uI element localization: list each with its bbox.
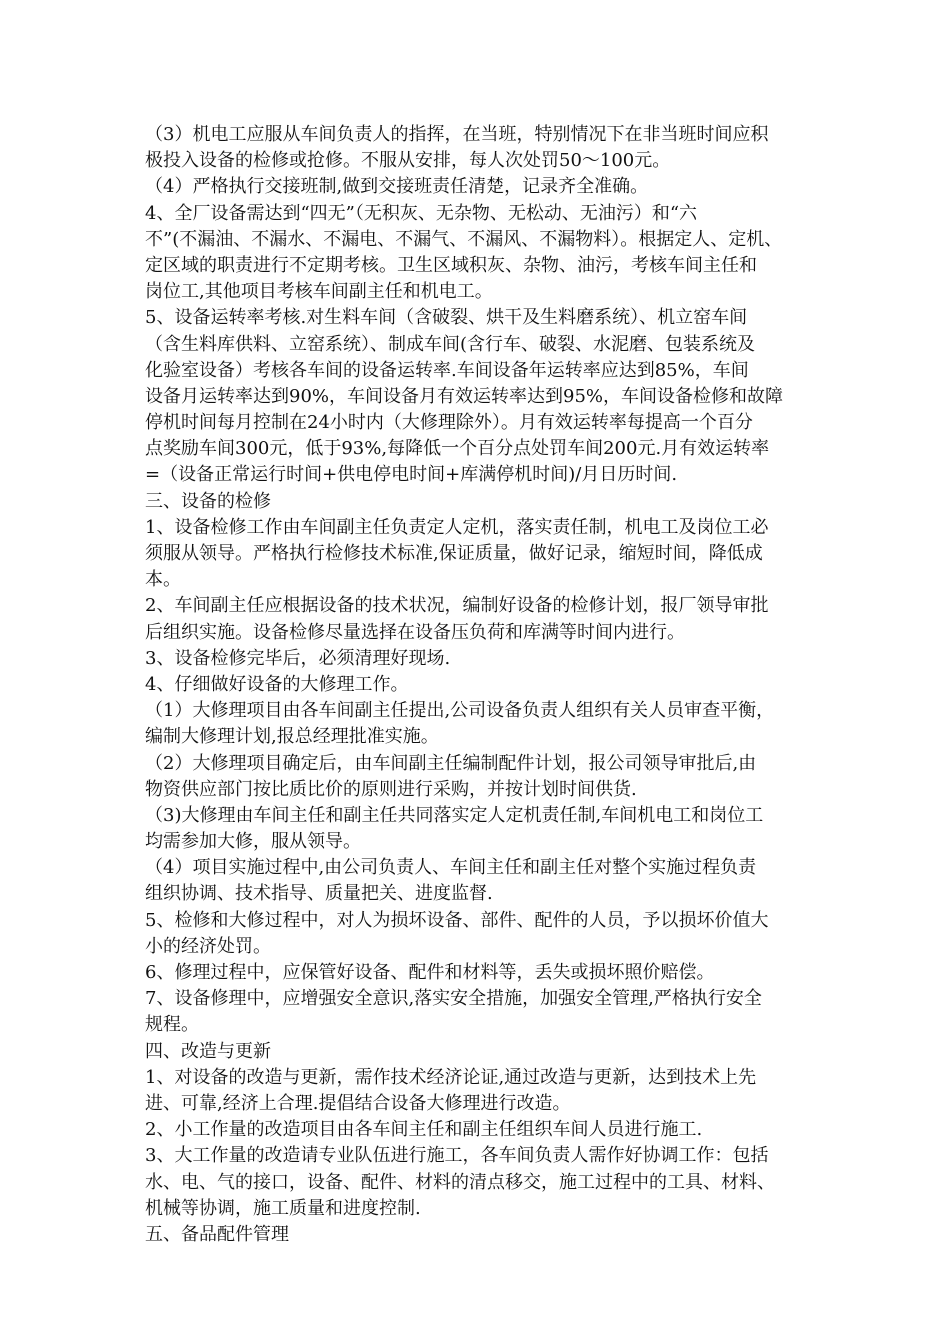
text-line: 后组织实施。设备检修尽量选择在设备压负荷和库满等时间内进行。: [145, 621, 685, 643]
section-heading: 四、改造与更新: [145, 1040, 271, 1062]
text-line: （3)大修理由车间主任和副主任共同落实定人定机责任制,车间机电工和岗位工: [145, 804, 764, 826]
text-line: 点奖励车间300元，低于93%,每降低一个百分点处罚车间200元.月有效运转率: [145, 438, 770, 460]
text-line: 停机时间每月控制在24小时内（大修理除外）。月有效运转率每提高一个百分: [145, 412, 753, 434]
text-line: 编制大修理计划,报总经理批准实施。: [145, 726, 439, 748]
text-line: 物资供应部门按比质比价的原则进行采购，并按计划时间供货.: [145, 778, 637, 800]
text-line: （1）大修理项目由各车间副主任提出,公司设备负责人组织有关人员审查平衡，: [145, 700, 775, 722]
text-line: 水、电、气的接口，设备、配件、材料的清点移交，施工过程中的工具、材料、: [145, 1171, 775, 1193]
text-line: 6、修理过程中，应保管好设备、配件和材料等，丢失或损坏照价赔偿。: [145, 962, 715, 983]
text-line: 3、大工作量的改造请专业队伍进行施工，各车间负责人需作好协调工作：包括: [145, 1145, 769, 1167]
text-line: 岗位工,其他项目考核车间副主任和机电工。: [145, 281, 493, 303]
text-line: =（设备正常运行时间+供电停电时间+库满停机时间)/月日历时间.: [145, 464, 678, 486]
text-line: 设备月运转率达到90%，车间设备月有效运转率达到95%，车间设备检修和故障: [145, 385, 784, 407]
text-line: 2、小工作量的改造项目由各车间主任和副主任组织车间人员进行施工.: [145, 1119, 703, 1141]
text-line: 4、全厂设备需达到“四无”（无积灰、无杂物、无松动、无油污）和“六: [145, 202, 698, 224]
section-heading: 三、设备的检修: [145, 490, 271, 512]
text-line: 7、设备修理中，应增强安全意识,落实安全措施，加强安全管理,严格执行安全: [145, 988, 762, 1010]
text-line: 规程。: [145, 1014, 199, 1036]
text-line: 4、仔细做好设备的大修理工作。: [145, 673, 409, 695]
text-line: 化验室设备）考核各车间的设备运转率.车间设备年运转率应达到85%，车间: [145, 359, 749, 381]
text-line: （4）严格执行交接班制,做到交接班责任清楚，记录齐全准确。: [145, 176, 649, 198]
text-line: 1、设备检修工作由车间副主任负责定人定机，落实责任制，机电工及岗位工必: [145, 516, 769, 538]
text-line: 机械等协调，施工质量和进度控制.: [145, 1197, 421, 1219]
text-line: （4）项目实施过程中,由公司负责人、车间主任和副主任对整个实施过程负责: [145, 857, 757, 879]
text-line: 定区域的职责进行不定期考核。卫生区域积灰、杂物、油污，考核车间主任和: [145, 254, 757, 276]
text-line: 本。: [145, 569, 181, 591]
text-line: 小的经济处罚。: [145, 935, 271, 957]
section-heading: 五、备品配件管理: [145, 1223, 289, 1245]
document-body: [145, 122, 815, 1248]
text-line: 组织协调、技术指导、质量把关、进度监督.: [145, 883, 493, 905]
text-line: 5、设备运转率考核.对生料车间（含破裂、烘干及生料磨系统）、机立窑车间: [145, 307, 748, 329]
text-line: 1、对设备的改造与更新，需作技术经济论证,通过改造与更新，达到技术上先: [145, 1066, 757, 1088]
text-line: 2、车间副主任应根据设备的技术状况，编制好设备的检修计划，报厂领导审批: [145, 595, 769, 617]
text-line: （3）机电工应服从车间负责人的指挥，在当班，特别情况下在非当班时间应积: [145, 124, 769, 145]
text-line: 须服从领导。严格执行检修技术标准,保证质量，做好记录，缩短时间，降低成: [145, 543, 763, 564]
text-line: 均需参加大修，服从领导。: [145, 831, 361, 853]
text-line: 5、检修和大修过程中，对人为损坏设备、部件、配件的人员，予以损坏价值大: [145, 909, 769, 931]
text-line: （含生料库供料、立窑系统）、制成车间(含行车、破裂、水泥磨、包装系统及: [145, 333, 756, 355]
text-line: 3、设备检修完毕后，必须清理好现场.: [145, 647, 451, 669]
text-line: 进、可靠,经济上合理.提倡结合设备大修理进行改造。: [145, 1092, 571, 1114]
text-line: （2）大修理项目确定后，由车间副主任编制配件计划，报公司领导审批后,由: [145, 752, 757, 774]
text-line: 极投入设备的检修或抢修。不服从安排，每人次处罚50～100元。: [145, 150, 671, 172]
text-line: 不”(不漏油、不漏水、不漏电、不漏气、不漏风、不漏物料）。根据定人、定机、: [145, 228, 783, 250]
